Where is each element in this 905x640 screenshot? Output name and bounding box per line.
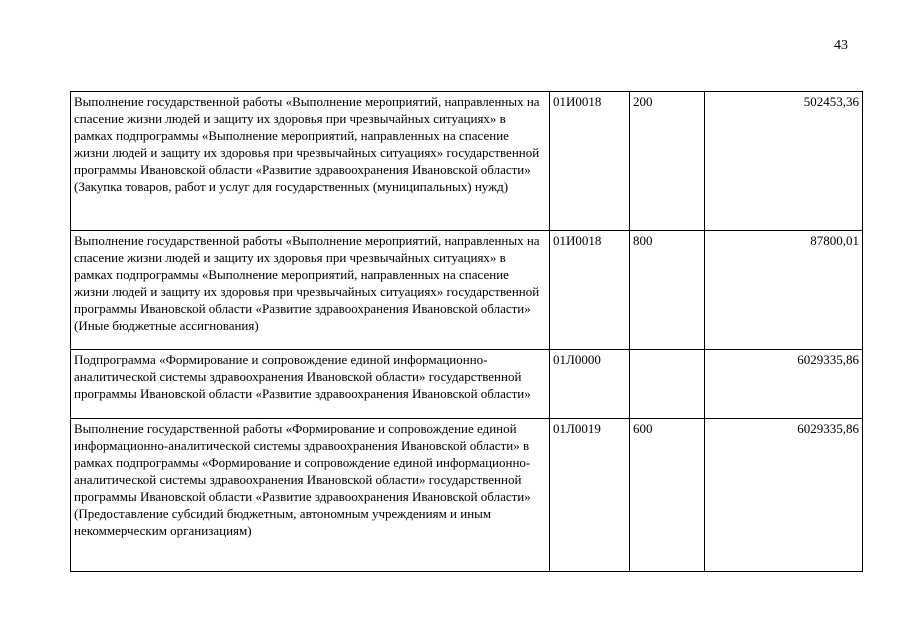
row-expense-type: 200 bbox=[630, 92, 705, 231]
row-target-code: 01Л0000 bbox=[550, 350, 630, 419]
row-description: Выполнение государственной работы «Выполнение мероприятий, направленных на спасение жизни людей и защиту их здоровья при чрезвычайных ситуациях» в рамках подпрограммы «Выполнение мероприятий, направленных на спасение жизни людей и защиту их здоровья при чрезвычайных ситуациях» государственной программы Ивановской области «Развитие здравоохранения Ивановской области» (Закупка товаров, работ и услуг для государственных (муниципальных) нужд) bbox=[71, 92, 550, 231]
row-description: Подпрограмма «Формирование и сопровождение единой информационно-аналитической системы здравоохранения Ивановской области» государственной программы Ивановской области «Развитие здравоохранения Ивановской области» bbox=[71, 350, 550, 419]
row-expense-type: 800 bbox=[630, 231, 705, 350]
row-description: Выполнение государственной работы «Формирование и сопровождение единой информационно-аналитической системы здравоохранения Ивановской области» в рамках подпрограммы «Формирование и сопровождение единой информационно-аналитической системы здравоохранения Ивановской области» государственной программы Ивановской области «Развитие здравоохранения Ивановской области» (Предоставление субсидий бюджетным, автономным учреждениям и иным некоммерческим организациям) bbox=[71, 419, 550, 572]
row-amount: 6029335,86 bbox=[705, 419, 863, 572]
row-amount: 87800,01 bbox=[705, 231, 863, 350]
row-expense-type bbox=[630, 350, 705, 419]
row-amount: 502453,36 bbox=[705, 92, 863, 231]
row-target-code: 01И0018 bbox=[550, 231, 630, 350]
budget-table bbox=[70, 91, 863, 572]
row-description: Выполнение государственной работы «Выполнение мероприятий, направленных на спасение жизни людей и защиту их здоровья при чрезвычайных ситуациях» в рамках подпрограммы «Выполнение мероприятий, направленных на спасение жизни людей и защиту их здоровья при чрезвычайных ситуациях» государственной программы Ивановской области «Развитие здравоохранения Ивановской области» (Иные бюджетные ассигнования) bbox=[71, 231, 550, 350]
row-expense-type: 600 bbox=[630, 419, 705, 572]
page-number: 43 bbox=[834, 38, 848, 53]
table-row bbox=[71, 350, 863, 419]
row-target-code: 01Л0019 bbox=[550, 419, 630, 572]
table-row bbox=[71, 419, 863, 572]
table-row bbox=[71, 231, 863, 350]
row-amount: 6029335,86 bbox=[705, 350, 863, 419]
table-row bbox=[71, 92, 863, 231]
row-target-code: 01И0018 bbox=[550, 92, 630, 231]
